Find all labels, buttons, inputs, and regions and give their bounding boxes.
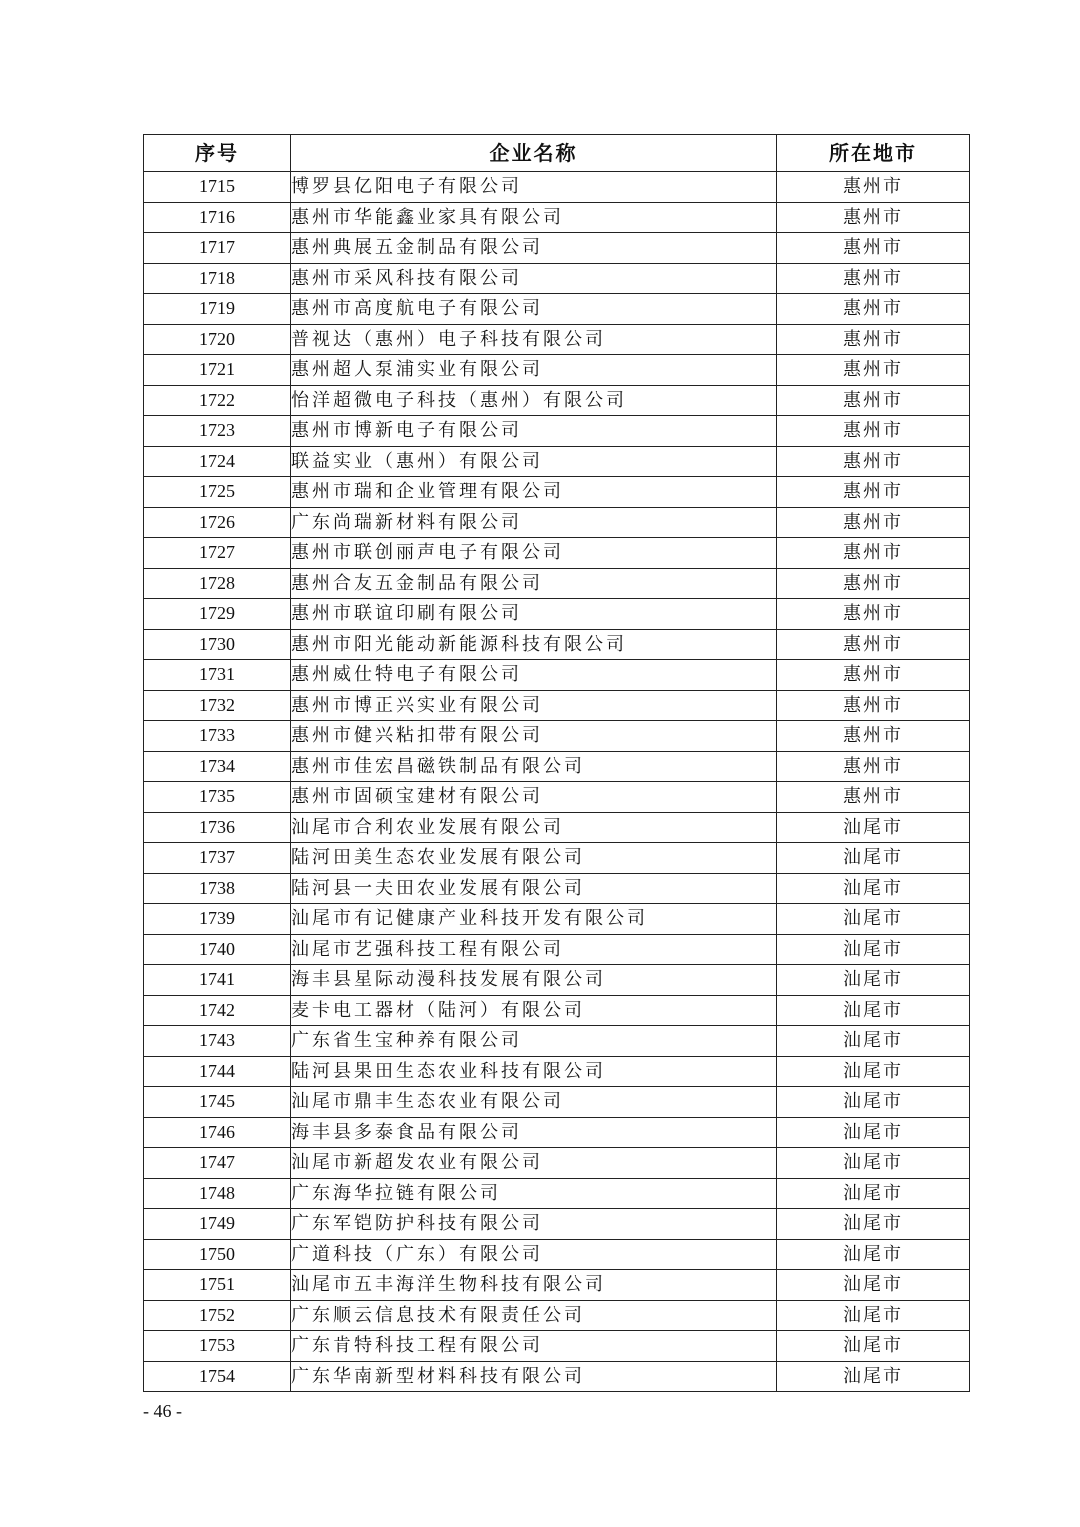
header-company-name: 企业名称 bbox=[291, 135, 777, 172]
table-row bbox=[144, 934, 970, 965]
row-city: 汕尾市 bbox=[777, 1361, 970, 1392]
table-row bbox=[144, 1178, 970, 1209]
row-city: 汕尾市 bbox=[777, 1300, 970, 1331]
row-city: 惠州市 bbox=[777, 751, 970, 782]
row-city: 惠州市 bbox=[777, 568, 970, 599]
row-company-name: 惠州市博新电子有限公司 bbox=[291, 416, 777, 447]
row-company-name: 惠州市联谊印刷有限公司 bbox=[291, 599, 777, 630]
row-number: 1739 bbox=[144, 904, 291, 935]
row-city: 惠州市 bbox=[777, 172, 970, 203]
row-number: 1748 bbox=[144, 1178, 291, 1209]
table-row bbox=[144, 477, 970, 508]
table-row bbox=[144, 355, 970, 386]
row-company-name: 汕尾市合利农业发展有限公司 bbox=[291, 812, 777, 843]
row-city: 惠州市 bbox=[777, 538, 970, 569]
row-city: 汕尾市 bbox=[777, 1270, 970, 1301]
row-city: 汕尾市 bbox=[777, 965, 970, 996]
row-number: 1728 bbox=[144, 568, 291, 599]
table-row bbox=[144, 538, 970, 569]
table-row bbox=[144, 1239, 970, 1270]
row-city: 惠州市 bbox=[777, 233, 970, 264]
row-number: 1743 bbox=[144, 1026, 291, 1057]
row-city: 惠州市 bbox=[777, 690, 970, 721]
table-row bbox=[144, 446, 970, 477]
row-city: 惠州市 bbox=[777, 355, 970, 386]
row-number: 1718 bbox=[144, 263, 291, 294]
row-company-name: 汕尾市鼎丰生态农业有限公司 bbox=[291, 1087, 777, 1118]
header-row bbox=[144, 135, 970, 172]
row-company-name: 惠州市联创丽声电子有限公司 bbox=[291, 538, 777, 569]
table-row bbox=[144, 507, 970, 538]
row-company-name: 广东军铠防护科技有限公司 bbox=[291, 1209, 777, 1240]
table-row bbox=[144, 660, 970, 691]
table-row bbox=[144, 904, 970, 935]
row-number: 1717 bbox=[144, 233, 291, 264]
company-list-table bbox=[143, 134, 970, 1392]
row-company-name: 汕尾市五丰海洋生物科技有限公司 bbox=[291, 1270, 777, 1301]
row-company-name: 惠州市华能鑫业家具有限公司 bbox=[291, 202, 777, 233]
row-number: 1722 bbox=[144, 385, 291, 416]
row-company-name: 惠州市采风科技有限公司 bbox=[291, 263, 777, 294]
row-number: 1736 bbox=[144, 812, 291, 843]
row-number: 1719 bbox=[144, 294, 291, 325]
row-city: 汕尾市 bbox=[777, 1239, 970, 1270]
table-row bbox=[144, 843, 970, 874]
table-row bbox=[144, 1056, 970, 1087]
row-city: 惠州市 bbox=[777, 416, 970, 447]
row-company-name: 普视达（惠州）电子科技有限公司 bbox=[291, 324, 777, 355]
row-city: 惠州市 bbox=[777, 385, 970, 416]
header-number: 序号 bbox=[144, 135, 291, 172]
row-city: 汕尾市 bbox=[777, 873, 970, 904]
row-city: 汕尾市 bbox=[777, 1117, 970, 1148]
row-company-name: 广东华南新型材料科技有限公司 bbox=[291, 1361, 777, 1392]
header-city: 所在地市 bbox=[777, 135, 970, 172]
table-row bbox=[144, 721, 970, 752]
row-company-name: 汕尾市艺强科技工程有限公司 bbox=[291, 934, 777, 965]
table-row bbox=[144, 599, 970, 630]
row-number: 1747 bbox=[144, 1148, 291, 1179]
row-city: 惠州市 bbox=[777, 263, 970, 294]
table-row bbox=[144, 233, 970, 264]
row-number: 1729 bbox=[144, 599, 291, 630]
row-company-name: 海丰县多泰食品有限公司 bbox=[291, 1117, 777, 1148]
table-row bbox=[144, 324, 970, 355]
row-company-name: 联益实业（惠州）有限公司 bbox=[291, 446, 777, 477]
table-row bbox=[144, 1331, 970, 1362]
row-number: 1737 bbox=[144, 843, 291, 874]
row-number: 1745 bbox=[144, 1087, 291, 1118]
row-city: 惠州市 bbox=[777, 507, 970, 538]
row-company-name: 广东肯特科技工程有限公司 bbox=[291, 1331, 777, 1362]
row-number: 1726 bbox=[144, 507, 291, 538]
row-city: 惠州市 bbox=[777, 324, 970, 355]
row-company-name: 惠州超人泵浦实业有限公司 bbox=[291, 355, 777, 386]
row-city: 汕尾市 bbox=[777, 904, 970, 935]
row-number: 1742 bbox=[144, 995, 291, 1026]
table-row bbox=[144, 1209, 970, 1240]
table-row bbox=[144, 873, 970, 904]
row-city: 汕尾市 bbox=[777, 1331, 970, 1362]
row-company-name: 广东顺云信息技术有限责任公司 bbox=[291, 1300, 777, 1331]
row-city: 惠州市 bbox=[777, 446, 970, 477]
row-city: 汕尾市 bbox=[777, 843, 970, 874]
table-header bbox=[144, 135, 970, 172]
row-city: 惠州市 bbox=[777, 629, 970, 660]
row-city: 汕尾市 bbox=[777, 1056, 970, 1087]
row-number: 1731 bbox=[144, 660, 291, 691]
row-number: 1730 bbox=[144, 629, 291, 660]
row-city: 汕尾市 bbox=[777, 1026, 970, 1057]
row-city: 惠州市 bbox=[777, 782, 970, 813]
table-row bbox=[144, 812, 970, 843]
row-city: 汕尾市 bbox=[777, 995, 970, 1026]
row-company-name: 惠州市阳光能动新能源科技有限公司 bbox=[291, 629, 777, 660]
row-company-name: 陆河县果田生态农业科技有限公司 bbox=[291, 1056, 777, 1087]
row-city: 惠州市 bbox=[777, 294, 970, 325]
row-number: 1746 bbox=[144, 1117, 291, 1148]
row-company-name: 惠州市瑞和企业管理有限公司 bbox=[291, 477, 777, 508]
table-row bbox=[144, 263, 970, 294]
row-number: 1741 bbox=[144, 965, 291, 996]
table-row bbox=[144, 172, 970, 203]
row-number: 1724 bbox=[144, 446, 291, 477]
table-row bbox=[144, 965, 970, 996]
row-company-name: 惠州威仕特电子有限公司 bbox=[291, 660, 777, 691]
table-row bbox=[144, 1270, 970, 1301]
row-city: 惠州市 bbox=[777, 477, 970, 508]
row-company-name: 惠州市健兴粘扣带有限公司 bbox=[291, 721, 777, 752]
row-number: 1744 bbox=[144, 1056, 291, 1087]
row-company-name: 汕尾市有记健康产业科技开发有限公司 bbox=[291, 904, 777, 935]
row-city: 惠州市 bbox=[777, 721, 970, 752]
row-number: 1735 bbox=[144, 782, 291, 813]
row-company-name: 陆河田美生态农业发展有限公司 bbox=[291, 843, 777, 874]
row-number: 1721 bbox=[144, 355, 291, 386]
row-company-name: 惠州市固硕宝建材有限公司 bbox=[291, 782, 777, 813]
row-company-name: 广东尚瑞新材料有限公司 bbox=[291, 507, 777, 538]
row-company-name: 陆河县一夫田农业发展有限公司 bbox=[291, 873, 777, 904]
row-city: 汕尾市 bbox=[777, 1148, 970, 1179]
table-row bbox=[144, 782, 970, 813]
row-company-name: 惠州市高度航电子有限公司 bbox=[291, 294, 777, 325]
table-row bbox=[144, 294, 970, 325]
row-number: 1734 bbox=[144, 751, 291, 782]
row-company-name: 广东海华拉链有限公司 bbox=[291, 1178, 777, 1209]
row-city: 惠州市 bbox=[777, 202, 970, 233]
row-number: 1715 bbox=[144, 172, 291, 203]
row-company-name: 广道科技（广东）有限公司 bbox=[291, 1239, 777, 1270]
row-company-name: 博罗县亿阳电子有限公司 bbox=[291, 172, 777, 203]
row-city: 汕尾市 bbox=[777, 1178, 970, 1209]
row-number: 1725 bbox=[144, 477, 291, 508]
table-row bbox=[144, 568, 970, 599]
table-row bbox=[144, 1300, 970, 1331]
table-row bbox=[144, 1361, 970, 1392]
row-city: 汕尾市 bbox=[777, 1087, 970, 1118]
row-city: 汕尾市 bbox=[777, 934, 970, 965]
table-row bbox=[144, 690, 970, 721]
row-company-name: 汕尾市新超发农业有限公司 bbox=[291, 1148, 777, 1179]
table-row bbox=[144, 1148, 970, 1179]
row-number: 1720 bbox=[144, 324, 291, 355]
table-row bbox=[144, 385, 970, 416]
page-number: - 46 - bbox=[143, 1401, 182, 1421]
row-number: 1716 bbox=[144, 202, 291, 233]
table-row bbox=[144, 1117, 970, 1148]
row-company-name: 海丰县星际动漫科技发展有限公司 bbox=[291, 965, 777, 996]
table-row bbox=[144, 995, 970, 1026]
table-row bbox=[144, 1087, 970, 1118]
row-number: 1733 bbox=[144, 721, 291, 752]
row-company-name: 麦卡电工器材（陆河）有限公司 bbox=[291, 995, 777, 1026]
row-city: 汕尾市 bbox=[777, 812, 970, 843]
table-row bbox=[144, 416, 970, 447]
row-number: 1749 bbox=[144, 1209, 291, 1240]
row-city: 汕尾市 bbox=[777, 1209, 970, 1240]
row-company-name: 惠州合友五金制品有限公司 bbox=[291, 568, 777, 599]
row-company-name: 怡洋超微电子科技（惠州）有限公司 bbox=[291, 385, 777, 416]
row-number: 1752 bbox=[144, 1300, 291, 1331]
row-company-name: 广东省生宝种养有限公司 bbox=[291, 1026, 777, 1057]
row-number: 1740 bbox=[144, 934, 291, 965]
row-city: 惠州市 bbox=[777, 599, 970, 630]
row-number: 1753 bbox=[144, 1331, 291, 1362]
row-company-name: 惠州典展五金制品有限公司 bbox=[291, 233, 777, 264]
row-number: 1727 bbox=[144, 538, 291, 569]
table-row bbox=[144, 1026, 970, 1057]
table-body bbox=[144, 172, 970, 1392]
row-company-name: 惠州市博正兴实业有限公司 bbox=[291, 690, 777, 721]
row-number: 1754 bbox=[144, 1361, 291, 1392]
row-number: 1750 bbox=[144, 1239, 291, 1270]
table-row bbox=[144, 202, 970, 233]
row-number: 1732 bbox=[144, 690, 291, 721]
table-row bbox=[144, 751, 970, 782]
row-number: 1751 bbox=[144, 1270, 291, 1301]
row-company-name: 惠州市佳宏昌磁铁制品有限公司 bbox=[291, 751, 777, 782]
table-row bbox=[144, 629, 970, 660]
row-number: 1723 bbox=[144, 416, 291, 447]
row-number: 1738 bbox=[144, 873, 291, 904]
row-city: 惠州市 bbox=[777, 660, 970, 691]
